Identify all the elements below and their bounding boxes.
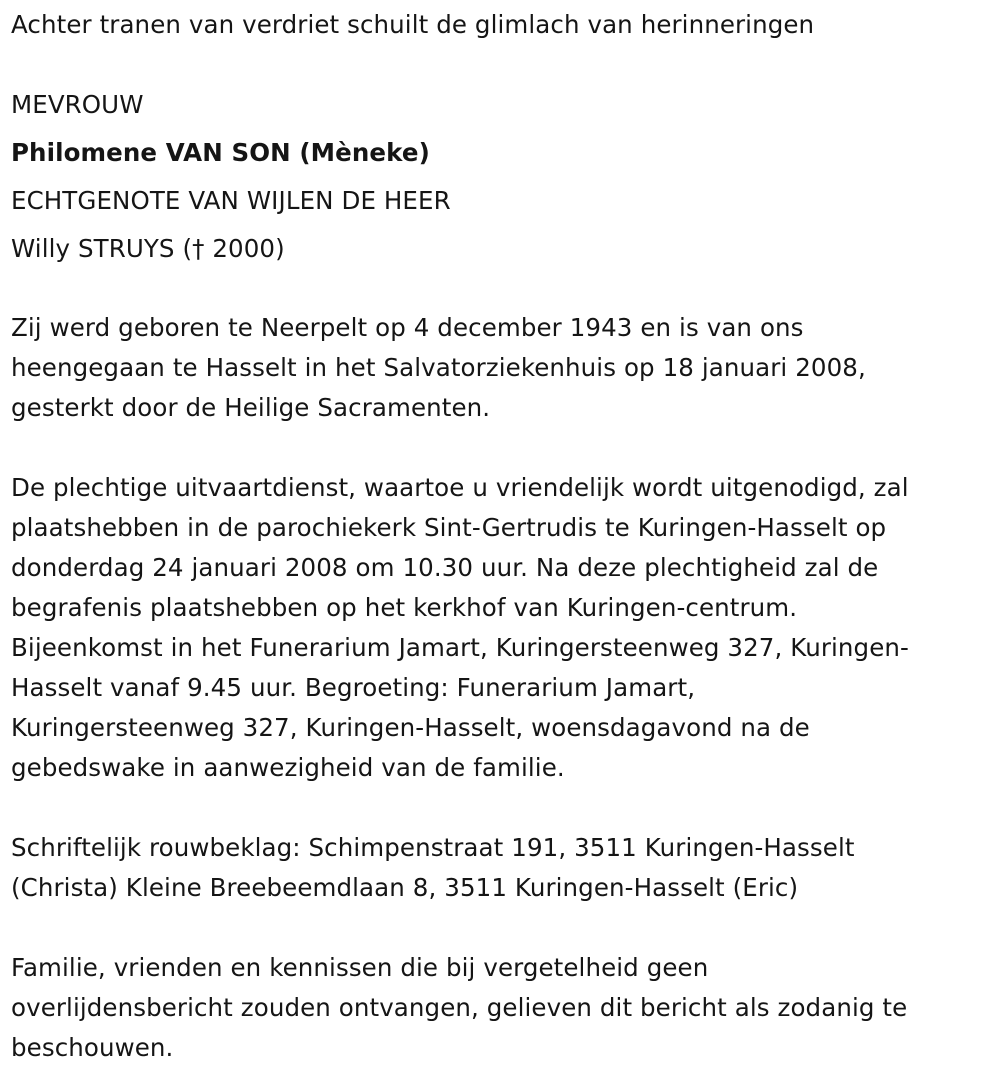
paragraph-line: donderdag 24 januari 2008 om 10.30 uur. Na deze plechtigheid zal de xyxy=(11,553,879,582)
funeral-paragraph xyxy=(11,468,986,788)
paragraph-line: Familie, vrienden en kennissen die bij vergetelheid geen xyxy=(11,953,709,982)
spouse-label: ECHTGENOTE VAN WIJLEN DE HEER xyxy=(11,186,451,215)
spacer xyxy=(11,788,986,828)
spacer xyxy=(11,269,986,308)
spacer xyxy=(11,45,986,84)
title: MEVROUW xyxy=(11,90,144,119)
paragraph-line: (Christa) Kleine Breebeemdlaan 8, 3511 Kuringen-Hasselt (Eric) xyxy=(11,873,799,902)
motto: Achter tranen van verdriet schuilt de glimlach van herinneringen xyxy=(11,10,815,39)
paragraph-line: Hasselt vanaf 9.45 uur. Begroeting: Funerarium Jamart, xyxy=(11,673,696,702)
spacer xyxy=(11,908,986,948)
paragraph-line: gesterkt door de Heilige Sacramenten. xyxy=(11,393,491,422)
paragraph-line: plaatshebben in de parochiekerk Sint-Gertrudis te Kuringen-Hasselt op xyxy=(11,513,887,542)
paragraph-line: heengegaan te Hasselt in het Salvatorziekenhuis op 18 januari 2008, xyxy=(11,353,866,382)
condolence-paragraph xyxy=(11,828,986,908)
spouse-name: Willy STRUYS († 2000) xyxy=(11,234,285,263)
paragraph-line: Bijeenkomst in het Funerarium Jamart, Kuringersteenweg 327, Kuringen- xyxy=(11,633,909,662)
paragraph-line: overlijdensbericht zouden ontvangen, gelieven dit bericht als zodanig te xyxy=(11,993,908,1022)
birth-death-paragraph xyxy=(11,308,986,428)
paragraph-line: Schriftelijk rouwbeklag: Schimpenstraat 191, 3511 Kuringen-Hasselt xyxy=(11,833,855,862)
spacer xyxy=(11,428,986,468)
paragraph-line: De plechtige uitvaartdienst, waartoe u vriendelijk wordt uitgenodigd, zal xyxy=(11,473,909,502)
paragraph-line: gebedswake in aanwezigheid van de familie. xyxy=(11,753,565,782)
paragraph-line: begrafenis plaatshebben op het kerkhof van Kuringen-centrum. xyxy=(11,593,798,622)
paragraph-line: Zij werd geboren te Neerpelt op 4 december 1943 en is van ons xyxy=(11,313,804,342)
closing-paragraph xyxy=(11,948,986,1068)
obituary-notice xyxy=(11,5,986,1068)
paragraph-line: beschouwen. xyxy=(11,1033,174,1062)
paragraph-line: Kuringersteenweg 327, Kuringen-Hasselt, woensdagavond na de xyxy=(11,713,810,742)
deceased-name: Philomene VAN SON (Mèneke) xyxy=(11,138,430,167)
